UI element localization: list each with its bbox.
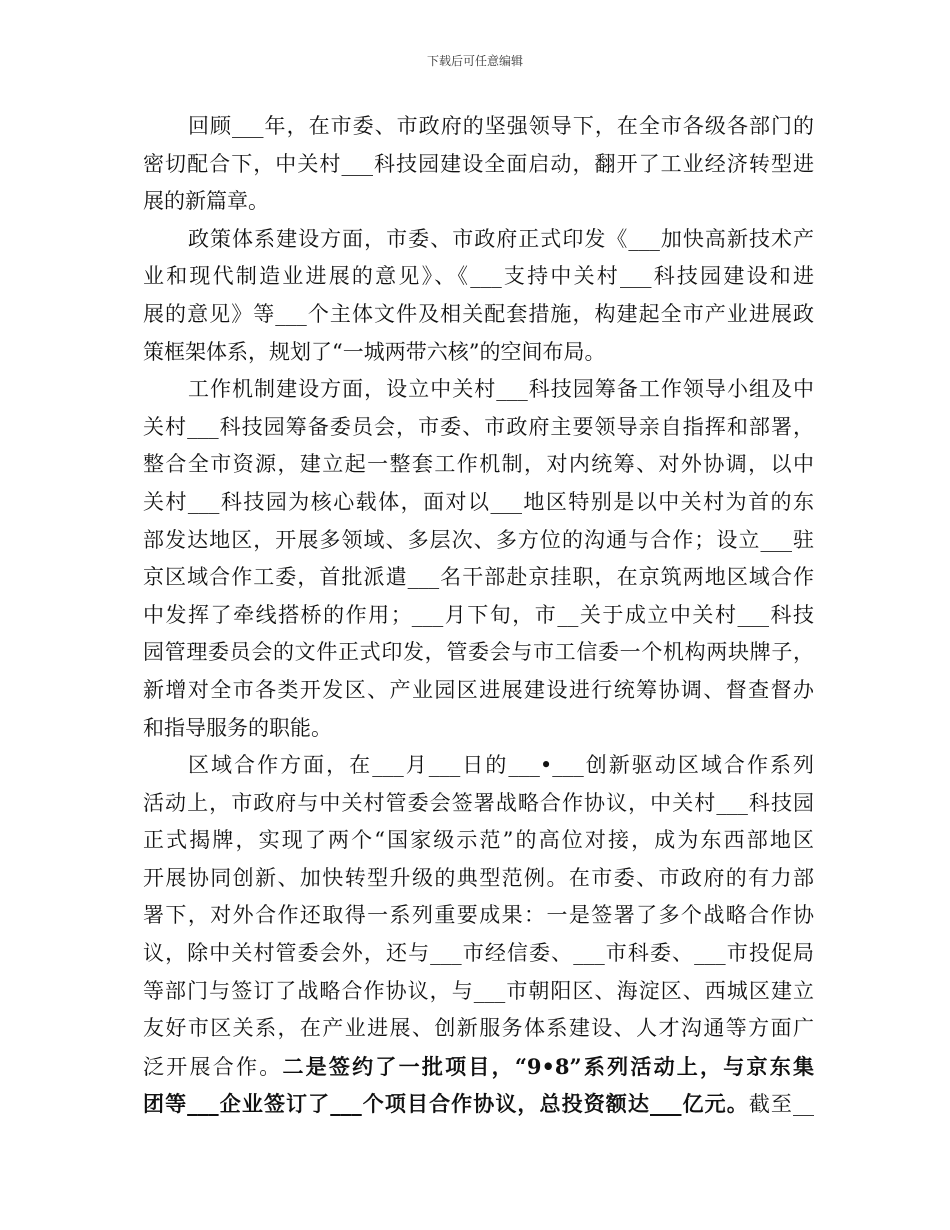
document-body (143, 108, 814, 1123)
text-line: 部发达地区，开展多领域、多层次、多方位的沟通与合作；设立___驻 (143, 527, 814, 552)
text-line: 回顾___年，在市委、市政府的坚强领导下，在全市各级各部门的 (188, 114, 814, 138)
text-line: 展的意见》等___个主体文件及相关配套措施，构建起全市产业进展政 (143, 301, 814, 326)
text-line: 议，除中关村管委会外，还与___市经信委、___市科委、___市投促局 (143, 941, 814, 966)
text-line: 中发挥了牵线搭桥的作用；___月下旬，市__关于成立中关村___科技 (143, 602, 814, 627)
text-line: 整合全市资源，建立起一整套工作机制，对内统筹、对外协调，以中 (143, 452, 814, 477)
bold-text: 团等___企业签订了___个项目合作协议，总投资额达___亿元。 (143, 1091, 749, 1117)
text-line: 署下，对外合作还取得一系列重要成果：一是签署了多个战略合作协 (143, 903, 814, 928)
text-line: 关村___科技园为核心载体，面对以___地区特别是以中关村为首的东 (143, 489, 814, 514)
page-header: 下载后可任意编辑 (426, 54, 523, 68)
text-line: 策框架体系，规划了“一城两带六核”的空间布局。 (143, 339, 606, 364)
normal-text: 泛开展合作。 (143, 1054, 283, 1079)
text-line-mixed (143, 1048, 814, 1086)
text-line: 京区域合作工委，首批派遣___名干部赴京挂职，在京筑两地区域合作 (143, 565, 814, 590)
text-line: 开展协同创新、加快转型升级的典型范例。在市委、市政府的有力部 (143, 865, 814, 890)
normal-text: 截至__ (748, 1092, 815, 1117)
text-line: 展的新篇章。 (143, 189, 269, 214)
text-line: 新增对全市各类开发区、产业园区进展建设进行统筹协调、督查督办 (143, 677, 814, 702)
text-line: 和指导服务的职能。 (143, 715, 332, 740)
text-line-mixed (143, 1085, 814, 1123)
text-line: 园管理委员会的文件正式印发，管委会与市工信委一个机构两块牌子， (143, 640, 814, 665)
bold-text: 二是签约了一批项目，“9•8”系列活动上，与京东集 (282, 1053, 814, 1079)
text-line: 正式揭牌，实现了两个“国家级示范”的高位对接，成为东西部地区 (143, 828, 814, 853)
text-line: 政策体系建设方面，市委、市政府正式印发《___加快高新技术产 (188, 226, 814, 251)
text-line: 工作机制建设方面，设立中关村___科技园筹备工作领导小组及中 (188, 377, 814, 402)
text-line: 等部门与签订了战略合作协议，与___市朝阳区、海淀区、西城区建立 (143, 978, 814, 1003)
text-line: 区域合作方面，在___月___日的___•___创新驱动区域合作系列 (188, 753, 814, 778)
text-line: 业和现代制造业进展的意见》、《___支持中关村___科技园建设和进 (143, 264, 814, 289)
text-line: 密切配合下，中关村___科技园建设全面启动，翻开了工业经济转型进 (143, 151, 814, 176)
text-line: 活动上，市政府与中关村管委会签署战略合作协议，中关村___科技园 (143, 790, 814, 815)
text-line: 友好市区关系，在产业进展、创新服务体系建设、人才沟通等方面广 (143, 1016, 814, 1041)
text-line: 关村___科技园筹备委员会，市委、市政府主要领导亲自指挥和部署， (143, 414, 814, 439)
